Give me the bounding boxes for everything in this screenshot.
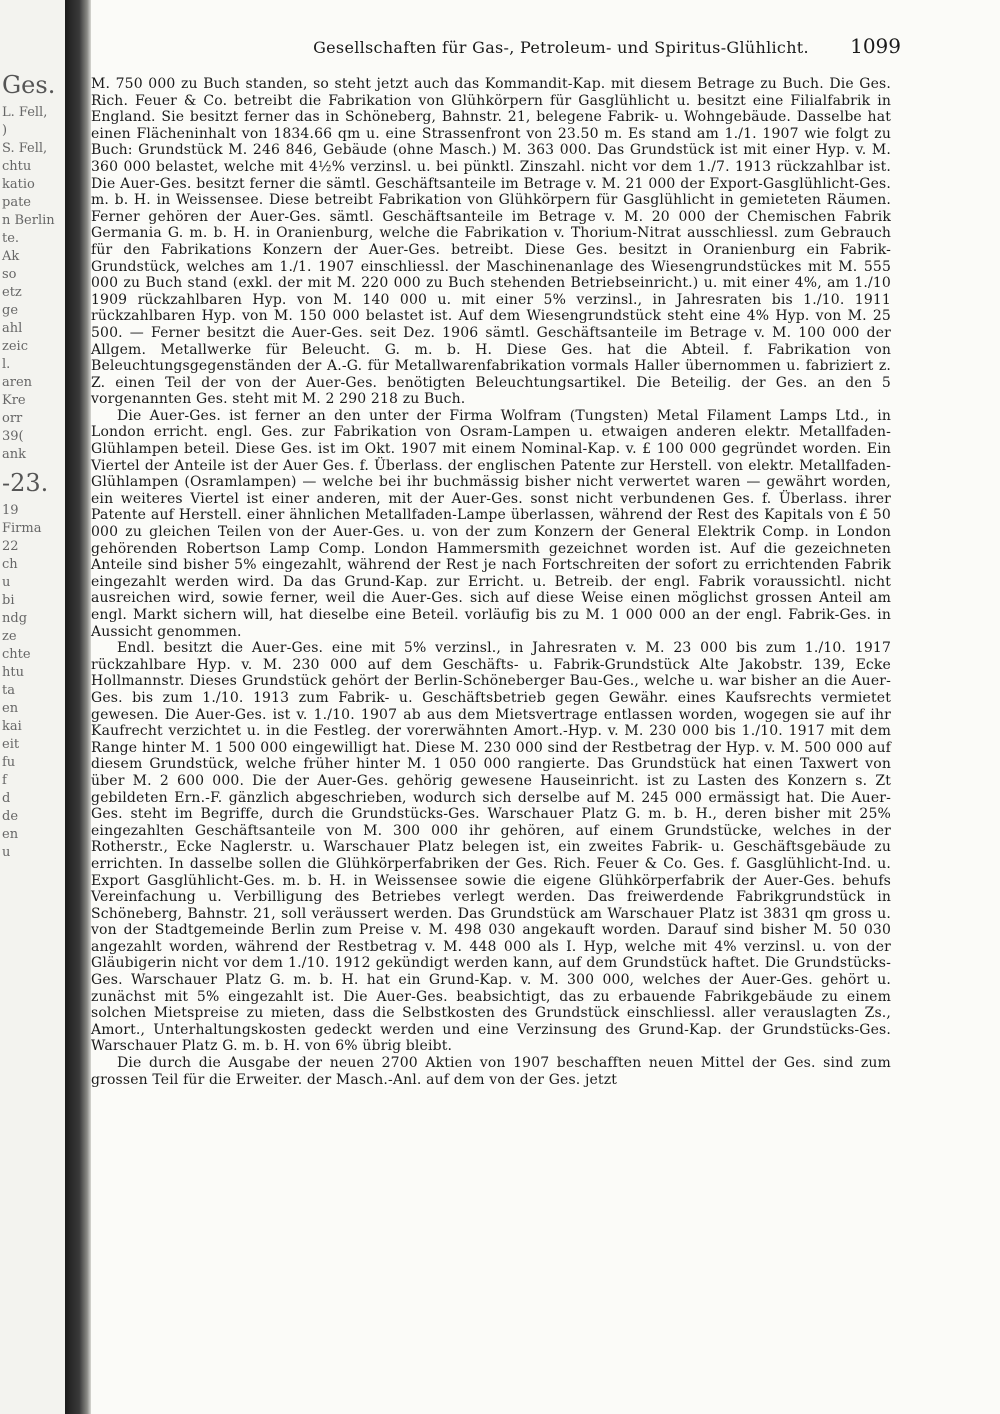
facing-page-fragment: Kre [2, 393, 26, 408]
facing-page-fragment: katio [2, 177, 35, 192]
facing-page-fragment: so [2, 267, 17, 282]
facing-page-fragment: ndg [2, 611, 28, 626]
facing-page-fragment: S. Fell, [2, 141, 48, 156]
facing-page-fragment: en [2, 827, 19, 842]
book-gutter-shadow [65, 0, 91, 1414]
facing-page-fragment: bi [2, 593, 15, 608]
facing-page-fragment: etz [2, 285, 22, 300]
facing-page-fragment: Firma [2, 521, 42, 536]
facing-page-fragment: n Berlin [2, 213, 55, 228]
document-page [91, 0, 1000, 1414]
body-text [91, 76, 891, 1088]
facing-page-fragment: eit [2, 737, 20, 752]
paragraph: M. 750 000 zu Buch standen, so steht jetzt auch das Kommandit-Kap. mit diesem Betrage zu Buch. Die Ges. Rich. Feuer & Co. betreibt die Fabrikation von Glühkörpern für Gasglühlicht u. besitzt eine Filialfabrik in England. Sie besitzt ferner das in Schöneberg, Bahnstr. 21, belegene Fabrik- u. Wohngebäude. Dasselbe hat einen Flächeninhalt von 1834.66 qm u. eine Strassenfront von 23.50 m. Es stand am 1./1. 1907 wie folgt zu Buch: Grundstück M. 246 846, Gebäude (ohne Masch.) M. 363 000. Das Grundstück ist mit einer Hyp. v. M. 360 000 belastet, welche mit 4½% verzinsl. u. bei pünktl. Zinszahl. nicht vor dem 1./7. 1913 rückzahlbar ist. Die Auer-Ges. besitzt ferner die sämtl. Geschäftsanteile im Betrage v. M. 21 000 der Export-Gasglühlicht-Ges. m. b. H. in Weissensee. Diese betreibt Fabrikation von Glühkörpern für Gasglühlicht in gemieteten Räumen. Ferner gehören der Auer-Ges. sämtl. Geschäftsanteile im Betrage v. M. 20 000 der Chemischen Fabrik Germania G. m. b. H. in Oranienburg, welche die Fabrikation v. Thorium-Nitrat ausschliessl. zum Gebrauch für den Fabrikations Konzern der Auer-Ges. betreibt. Diese Ges. besitzt in Oranienburg ein Fabrik-Grundstück, welches am 1./1. 1907 einschliessl. der Maschinenanlage des Wiesengrundstückes mit M. 555 000 zu Buch stand (exkl. der mit M. 220 000 zu Buch stehenden Betriebseinricht.) u. mit einer 4%, am 1./10 1909 rückzahlbaren Hyp. von M. 140 000 u. mit einer 5% verzinsl., in Jahresraten bis 1./10. 1911 rückzahlbaren Hyp. von M. 150 000 belastet ist. Auf dem Wiesengrundstück steht eine 4% Hyp. von M. 25 500. — Ferner besitzt die Auer-Ges. seit Dez. 1906 sämtl. Geschäftsanteile im Betrage v. M. 100 000 der Allgem. Metallwerke für Beleucht. G. m. b. H. Diese Ges. hat die Abteil. f. Fabrikation von Beleuchtungsgegenständen der A.-G. für Metallwarenfabrikation vormals Haller übernommen u. fabriziert z. Z. einen Teil der von der Auer-Ges. benötigten Beleuchtungsartikel. Die Beteilig. der Ges. an den 5 vorgenannten Ges. steht mit M. 2 290 218 zu Buch. [91, 76, 891, 408]
facing-page-fragment: ch [2, 557, 18, 572]
running-title: Gesellschaften für Gas-, Petroleum- und Spiritus-Glühlicht. [313, 38, 809, 57]
facing-page-fragment: Ges. [2, 71, 56, 99]
facing-page-fragment: 39( [2, 429, 24, 444]
facing-page-fragment: pate [2, 195, 31, 210]
facing-page-fragment: zeic [2, 339, 28, 354]
facing-page-fragment: de [2, 809, 19, 824]
facing-page-fragment: aren [2, 375, 33, 390]
facing-page-fragment: chtu [2, 159, 32, 174]
facing-page-fragment: ank [2, 447, 27, 462]
facing-page-fragment: ahl [2, 321, 23, 336]
facing-page-fragment: Ak [2, 249, 20, 264]
facing-page-fragment: ta [2, 683, 15, 698]
facing-page-fragment: te. [2, 231, 20, 246]
paragraph: Endl. besitzt die Auer-Ges. eine mit 5% verzinsl., in Jahresraten v. M. 23 000 bis zum 1./10. 1917 rückzahlbare Hyp. v. M. 230 000 auf dem Geschäfts- u. Fabrik-Grundstück Alte Jakobstr. 139, Ecke Hollmannstr. Dieses Grundstück gehört der Berlin-Schöneberger Bau-Ges., welche u. war bisher an die Auer-Ges. bis zum 1./10. 1913 zum Fabrik- u. Geschäftsbetrieb gegen Gewähr. eines Kaufsrechts vermietet gewesen. Die Auer-Ges. ist v. 1./10. 1907 ab aus dem Mietsvertrage entlassen worden, wogegen sie auf ihr Kaufrecht verzichtet u. in die Festleg. der vorerwähnten Amort.-Hyp. v. M. 230 000 bis 1./10. 1917 mit dem Range hinter M. 1 500 000 eingewilligt hat. Diese M. 230 000 sind der Restbetrag der Hyp. v. M. 500 000 auf diesem Grundstück, welche früher hinter M. 1 050 000 rangierte. Das Grundstück hat einen Taxwert von über M. 2 600 000. Die der Auer-Ges. gehörig gewesene Hauseinricht. ist zu Lasten des Konzern s. Zt gebildeten Ern.-F. gänzlich abgeschrieben, wodurch sich derselbe auf M. 245 000 ermässigt hat. Die Auer-Ges. steht im Begriffe, durch die Grundstücks-Ges. Warschauer Platz G. m. b. H., deren bisher mit 25% eingezahlten Geschäftsanteile von M. 300 000 ihr gehören, auf einem Grundstücke, welches in der Rotherstr., Ecke Naglerstr. u. Warschauer Platz belegen ist, ein zweites Fabrik- u. Geschäftsgebäude zu errichten. In dasselbe sollen die Glühkörperfabriken der Ges. Rich. Feuer & Co. Ges. f. Gasglühlicht-Ind. u. Export Gasglühlicht-Ges. m. b. H. in Weissensee sowie die eigene Glühkörperfabrik der Auer-Ges. behufs Vereinfachung u. Verbilligung des Betriebes verlegt werden. Das freiwerdende Fabrikgrundstück in Schöneberg, Bahnstr. 21, soll veräussert werden. Das Grundstück am Warschauer Platz ist 3831 qm gross u. von der Stadtgemeinde Berlin zum Preise v. M. 498 030 angekauft worden. Darauf sind bisher M. 50 030 angezahlt worden, während der Restbetrag v. M. 448 000 als I. Hyp, welche mit 4% verzinsl. u. von der Gläubigerin nicht vor dem 1./10. 1912 gekündigt werden kann, auf dem Grundstück haftet. Die Grundstücks-Ges. Warschauer Platz G. m. b. H. hat ein Grund-Kap. v. M. 300 000, welches der Auer-Ges. gehört u. zunächst mit 5% eingezahlt ist. Die Auer-Ges. beabsichtigt, das zu erbauende Fabrikgebäude zu einem solchen Mietspreise zu mieten, dass die Selbstkosten des Grundstück einschliessl. aller verauslagten Zs., Amort., Unterhaltungskosten gedeckt werden und eine Verzinsung des Grund-Kap. der Grundstücks-Ges. Warschauer Platz G. m. b. H. von 6% übrig bleibt. [91, 640, 891, 1055]
paragraph: Die durch die Ausgabe der neuen 2700 Aktien von 1907 beschafften neuen Mittel der Ges. sind zum grossen Teil für die Erweiter. der Masch.-Anl. auf dem von der Ges. jetzt [91, 1055, 891, 1088]
paragraph: Die Auer-Ges. ist ferner an den unter der Firma Wolfram (Tungsten) Metal Filament Lamps Ltd., in London erricht. engl. Ges. zur Fabrikation von Osram-Lampen u. etwaigen anderen elektr. Metallfaden-Glühlampen beteil. Diese Ges. ist im Okt. 1907 mit einem Nominal-Kap. v. £ 100 000 gegründet worden. Ein Viertel der Anteile ist der Auer Ges. f. Überlass. der englischen Patente zur Herstell. von elektr. Metallfaden-Glühlampen (Osramlampen) — welche bei ihr buchmässig bisher nicht verwertet waren — gewährt worden, ein weiteres Viertel ist einer anderen, mit der Auer-Ges. sonst nicht verbundenen Ges. f. Überlass. ihrer Patente auf Herstell. einer ähnlichen Metallfaden-Lampe überlassen, während der Rest des Kapitals von £ 50 000 zu gleichen Teilen von der Auer-Ges. u. von der zum Konzern der General Elektrik Comp. in London gehörenden Robertson Lamp Comp. London Hammersmith gezeichnet worden ist. Auf die gezeichneten Anteile sind bisher 5% eingezahlt, während der Rest je nach Fortschreiten der sofort zu errichtenden Fabrik eingezahlt werden wird. Da das Grund-Kap. zur Erricht. u. Betreib. der engl. Fabrik voraussichtl. nicht ausreichen wird, sowie ferner, weil die Auer-Ges. sich auf diese Weise einen möglichst grossen Anteil am engl. Markt sichern will, hat dieselbe eine Beteil. vorläufig bis zu M. 1 000 000 an der engl. Fabrik-Ges. in Aussicht genommen. [91, 407, 891, 640]
facing-page-fragment: d [2, 791, 11, 806]
facing-page-fragment: en [2, 701, 19, 716]
facing-page-fragment: ) [2, 123, 8, 138]
facing-page-fragment: kai [2, 719, 22, 734]
facing-page-fragment: -23. [2, 469, 49, 497]
page-number: 1099 [850, 34, 901, 58]
facing-page-edge [0, 0, 65, 1414]
facing-page-fragment: u [2, 575, 11, 590]
facing-page-fragment: f [2, 773, 7, 788]
facing-page-fragment: chte [2, 647, 31, 662]
facing-page-fragment: L. Fell, [2, 105, 48, 120]
facing-page-fragment: u [2, 845, 11, 860]
facing-page-fragment: fu [2, 755, 16, 770]
facing-page-fragment: ze [2, 629, 17, 644]
facing-page-fragment: l. [2, 357, 11, 372]
facing-page-fragment: orr [2, 411, 23, 426]
facing-page-fragments [2, 66, 62, 862]
facing-page-fragment: ge [2, 303, 19, 318]
facing-page-fragment: 22 [2, 539, 19, 554]
facing-page-fragment: 19 [2, 503, 19, 518]
facing-page-fragment: htu [2, 665, 24, 680]
